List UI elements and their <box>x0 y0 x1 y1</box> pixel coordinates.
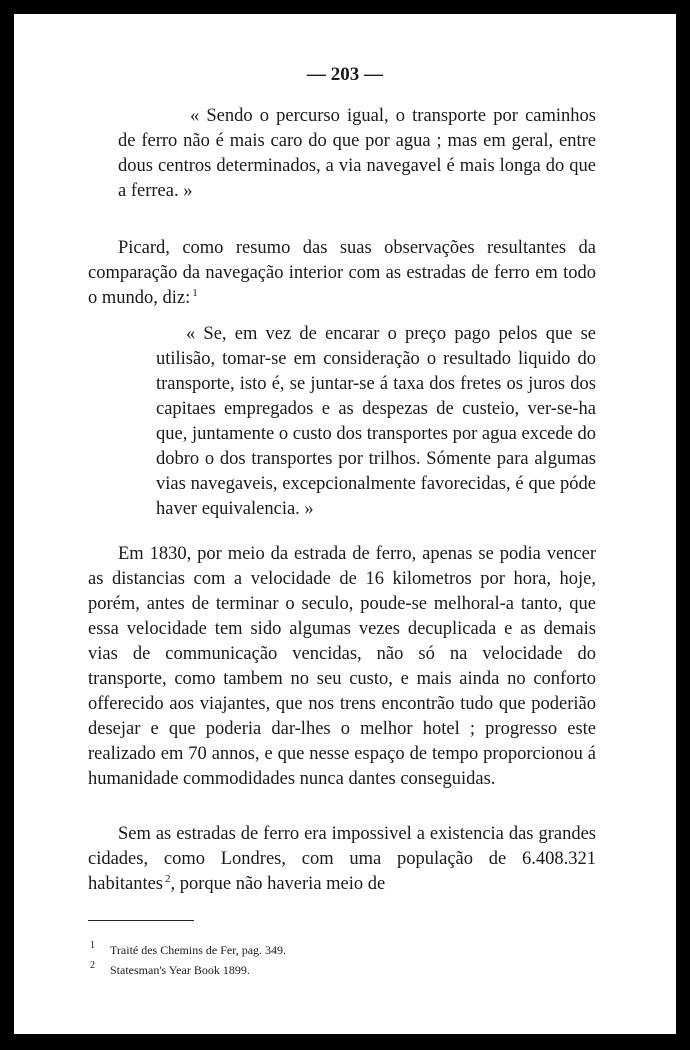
paragraph-2: Em 1830, por meio da estrada de ferro, apenas se podia vencer as distancias com a velocidade de 16 kilometros por hora, hoje, porém, antes de terminar o seculo, poude-se melhoral-a tanto, que essa velocidade tem sido algumas vezes decuplicada e as demais vias de communicação vencidas, não só na velocidade do transporte, como tambem no seu custo, e mais ainda no conforto offerecido aos viajantes, que nos trens encontrão tudo que poderião desejar e que poderia dar-lhes o melhor hotel ; progresso este realizado em 70 annos, e que nesse espaço de tempo proporcionou á humanidade commodidades nunca dantes conseguidas. <box>88 544 596 789</box>
footnote-1-text: Traité des Chemins de Fer, pag. 349. <box>110 943 287 957</box>
footnote-2-text: Statesman's Year Book 1899. <box>110 963 250 977</box>
book-page <box>14 14 676 1034</box>
quote-block-2: « Se, em vez de encarar o preço pago pelos que se utilisão, tomar-se em consideração o resultado liquido do transporte, isto é, se juntar-se á taxa dos fretes os juros dos capitaes empregados e as despezas de custeio, ver-se-ha que, juntamente o custo dos transportes por agua excede do dobro o dos transportes por trilhos. Sómente para algumas vias navegaveis, excepcionalmente favorecidas, é que póde haver equivalencia. » <box>156 324 596 519</box>
footnote-ref-1: 1 <box>192 287 198 299</box>
paragraph-3-text-before: Sem as estradas de ferro era impossivel a existencia das grandes cidades, como Londres, com uma população de 6.408.321 habitantes <box>88 824 596 894</box>
footnote-1-mark: 1 <box>90 940 95 951</box>
footnotes <box>88 940 596 980</box>
footnote-2-mark: 2 <box>90 960 95 971</box>
paragraph-3-text-after: , porque não haveria meio de <box>170 874 386 894</box>
paragraph-1 <box>88 236 596 311</box>
footnote-2 <box>88 960 596 980</box>
paragraph-3 <box>88 822 596 897</box>
footnote-1 <box>88 940 596 960</box>
footnote-divider <box>88 920 194 921</box>
quote-block-1: « Sendo o percurso igual, o transporte por caminhos de ferro não é mais caro do que por agua ; mas em geral, entre dous centros determinados, a via navegavel é mais longa do que a ferrea. » <box>118 106 596 201</box>
footnote-ref-2: 2 <box>165 873 171 885</box>
page-number: — 203 — <box>307 64 383 85</box>
paragraph-1-text: Picard, como resumo das suas observações resultantes da comparação da navegação interior com as estradas de ferro em todo o mundo, diz: <box>88 238 596 308</box>
